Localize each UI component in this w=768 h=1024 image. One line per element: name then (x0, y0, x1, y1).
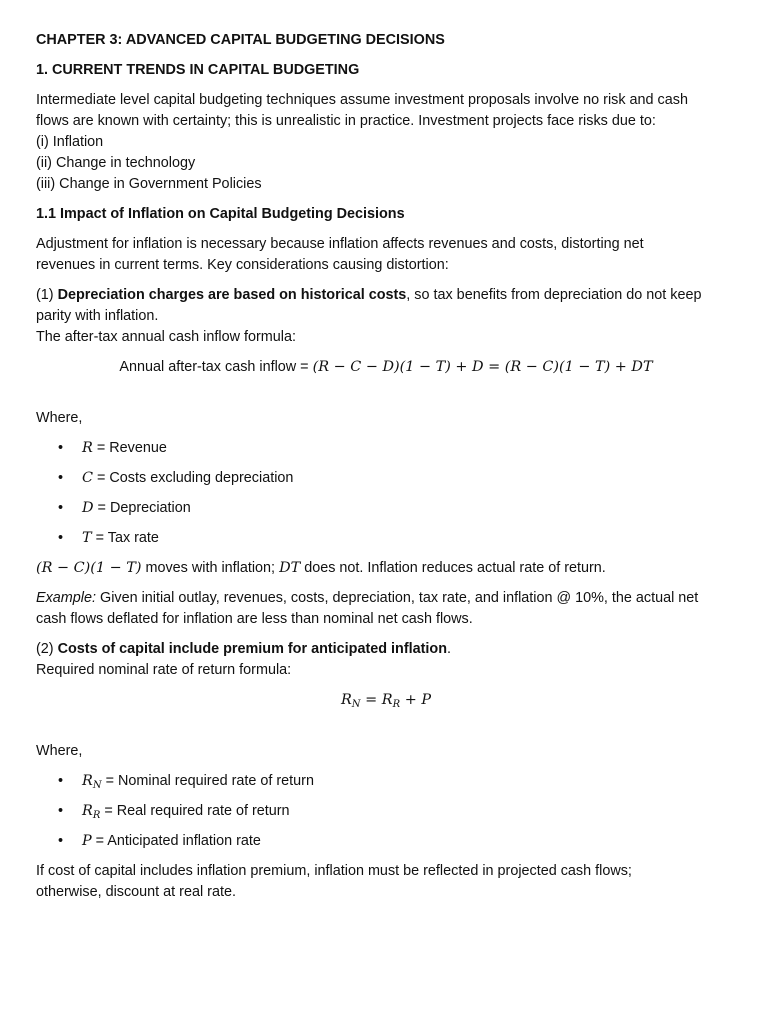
formula-1-label: Annual after-tax cash inflow = (119, 359, 313, 375)
example-label: Example: (36, 590, 96, 606)
point-2-line (36, 639, 736, 660)
subsection-heading: 1.1 Impact of Inflation on Capital Budgeting Decisions (36, 206, 405, 222)
example-text: Given initial outlay, revenues, costs, depreciation, tax rate, and inflation @ 10%, the actual net (96, 590, 699, 606)
risk-item: (ii) Change in technology (36, 155, 196, 171)
intro-line: flows are known with certainty; this is unrealistic in practice. Investment projects face risks due to: (36, 113, 656, 129)
list-item (36, 801, 736, 822)
operator: = (360, 692, 382, 708)
subscript: R (392, 699, 401, 710)
list-item (36, 438, 736, 459)
definition: = Nominal required rate of return (101, 773, 314, 789)
where-label: Where, (36, 743, 83, 759)
document-page (36, 30, 736, 903)
point-2-number: (2) (36, 641, 58, 657)
subscript: R (92, 810, 101, 821)
paragraph-line: revenues in current terms. Key considerations causing distortion: (36, 257, 449, 273)
formula-1-expression: (R − C − D)(1 − T) + D = (R − C)(1 − T) + DT (312, 359, 653, 375)
definition: = Costs excluding depreciation (93, 470, 294, 486)
point-2-rest: . (446, 641, 451, 657)
list-item (36, 498, 736, 519)
chapter-title: CHAPTER 3: ADVANCED CAPITAL BUDGETING DECISIONS (36, 32, 445, 48)
list-item (36, 528, 736, 549)
risk-item: (iii) Change in Government Policies (36, 176, 262, 192)
inflation-effect-line (36, 558, 736, 579)
definition: = Depreciation (93, 500, 191, 516)
moves-text: moves with inflation; (141, 560, 280, 576)
subscript: N (92, 780, 102, 791)
definitions-list-1 (36, 438, 736, 549)
symbol: R (340, 692, 352, 708)
symbol: T (82, 530, 92, 546)
example-line-2: cash flows deflated for inflation are less than nominal net cash flows. (36, 611, 473, 627)
definition: = Real required rate of return (100, 803, 290, 819)
risk-item: (i) Inflation (36, 134, 104, 150)
list-item (36, 831, 736, 852)
point-2-bold: Costs of capital include premium for anticipated inflation (57, 641, 447, 657)
formula-1 (36, 357, 736, 378)
point-1-number: (1) (36, 287, 58, 303)
moves-text: does not. Inflation reduces actual rate of return. (300, 560, 606, 576)
definition: = Anticipated inflation rate (91, 833, 261, 849)
point-1-line (36, 285, 736, 306)
symbol: P (421, 692, 432, 708)
subscript: N (351, 699, 361, 710)
point-1-rest: , so tax benefits from depreciation do not keep (406, 287, 702, 303)
section-heading: 1. CURRENT TRENDS IN CAPITAL BUDGETING (36, 62, 360, 78)
intro-paragraph (36, 90, 736, 195)
symbol: R (82, 773, 93, 789)
symbol: R (82, 440, 93, 456)
example-line (36, 588, 736, 609)
operator: + (400, 692, 422, 708)
list-item (36, 468, 736, 489)
paragraph-line: Adjustment for inflation is necessary because inflation affects revenues and costs, distorting net (36, 236, 644, 252)
point-1-paragraph (36, 285, 736, 348)
formula-2-intro: Required nominal rate of return formula: (36, 662, 292, 678)
point-1-bold: Depreciation charges are based on historical costs (57, 287, 407, 303)
definitions-list-2 (36, 771, 736, 852)
list-item (36, 771, 736, 792)
formula-1-intro: The after-tax annual cash inflow formula: (36, 329, 296, 345)
where-label: Where, (36, 410, 83, 426)
example-paragraph (36, 588, 736, 630)
closing-paragraph (36, 861, 736, 903)
inflation-paragraph (36, 234, 736, 276)
symbol: R (82, 803, 93, 819)
intro-line: Intermediate level capital budgeting techniques assume investment proposals involve no risk and cash (36, 92, 688, 108)
symbol: C (82, 470, 94, 486)
dt-symbol: DT (279, 560, 301, 576)
formula-2 (36, 690, 736, 711)
point-1-line-2: parity with inflation. (36, 308, 159, 324)
moves-expression: (R − C)(1 − T) (36, 560, 142, 576)
symbol: D (82, 500, 94, 516)
closing-line: If cost of capital includes inflation premium, inflation must be reflected in projected cash flows; (36, 863, 632, 879)
closing-line-2: otherwise, discount at real rate. (36, 884, 236, 900)
symbol: R (381, 692, 393, 708)
definition: = Revenue (92, 440, 167, 456)
symbol: P (82, 833, 92, 849)
point-2-paragraph (36, 639, 736, 681)
definition: = Tax rate (91, 530, 159, 546)
